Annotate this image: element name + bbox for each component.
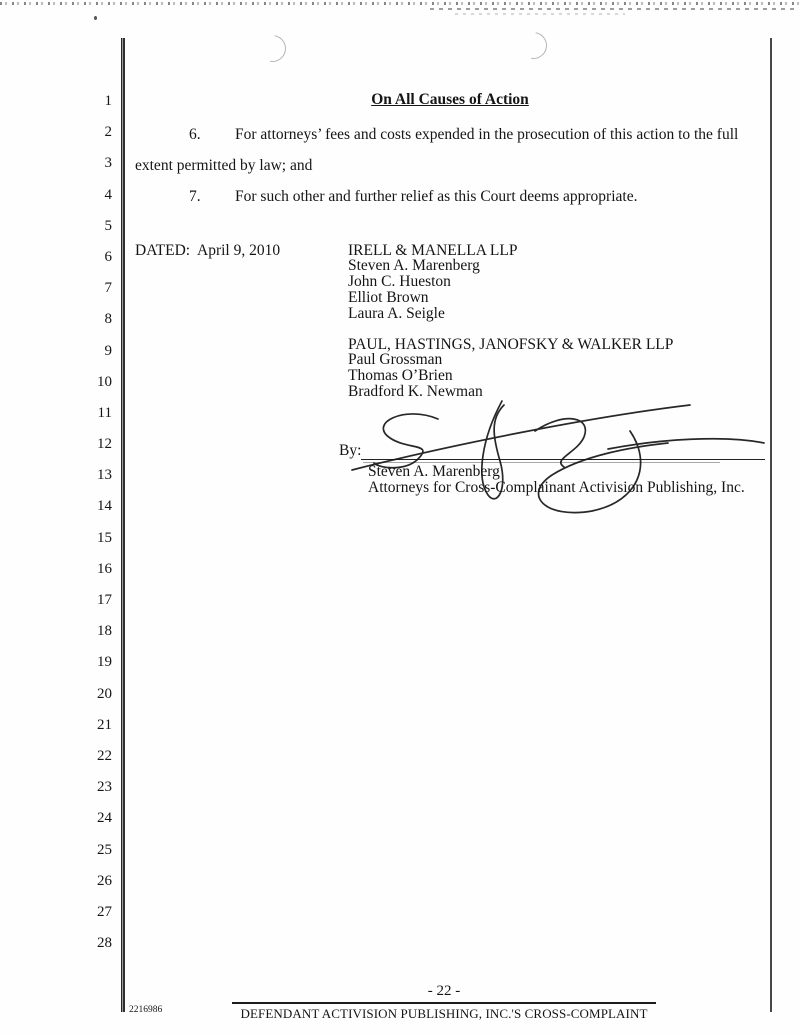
signer-name: Steven A. Marenberg <box>368 463 500 480</box>
line-number: 20 <box>97 685 112 702</box>
line-number: 14 <box>97 498 112 515</box>
paragraph-number: 6. <box>189 126 201 143</box>
attorney-name: Laura A. Seigle <box>348 304 445 322</box>
scan-noise-strip <box>430 8 798 10</box>
line-number: 19 <box>97 654 112 671</box>
line-number: 22 <box>97 747 112 764</box>
line-number: 5 <box>104 217 112 234</box>
firm-name: PAUL, HASTINGS, JANOFSKY & WALKER LLP <box>348 335 674 353</box>
page-number: - 22 - <box>427 983 461 999</box>
paragraph-6-line-1 <box>135 119 765 150</box>
line-number: 1 <box>104 93 112 109</box>
line-number: 10 <box>97 373 112 390</box>
line-number: 28 <box>97 935 112 952</box>
line-number: 8 <box>104 311 112 328</box>
line-number: 6 <box>104 248 112 265</box>
line-number: 11 <box>97 404 112 421</box>
line-number: 16 <box>97 560 112 577</box>
dated-line: DATED: April 9, 2010 <box>135 241 281 259</box>
punch-hole-mark <box>254 30 292 68</box>
signature-scrawl <box>330 393 775 523</box>
page-footer <box>232 982 656 1021</box>
attorney-name: Thomas O’Brien <box>348 367 453 385</box>
line-number: 23 <box>97 779 112 796</box>
dated-signature-block <box>135 243 765 400</box>
line-number: 24 <box>97 810 112 827</box>
line-number: 26 <box>97 872 112 889</box>
section-heading: On All Causes of Action <box>371 91 529 108</box>
scan-speck <box>94 16 97 20</box>
line-number: 12 <box>97 436 112 453</box>
law-firm-block <box>348 243 673 400</box>
attorney-name: Steven A. Marenberg <box>348 257 480 275</box>
line-number: 21 <box>97 716 112 733</box>
paragraph-6 <box>135 119 765 181</box>
punch-hole-mark <box>515 27 553 65</box>
signature-by-label: By: <box>339 442 362 459</box>
attorney-name: Paul Grossman <box>348 351 443 369</box>
paragraph-text: For such other and further relief as this Court deems appropriate. <box>235 188 638 206</box>
paragraph-text: For attorneys’ fees and costs expended in the prosecution of this action to the full <box>235 126 739 143</box>
pleading-left-rule <box>121 38 125 1012</box>
scan-noise-strip <box>0 2 800 5</box>
line-number: 13 <box>97 467 112 484</box>
paragraph-7 <box>135 181 765 212</box>
document-body <box>135 88 765 400</box>
scan-noise-strip <box>455 13 625 15</box>
line-number: 3 <box>104 155 112 172</box>
paragraph-7-line-1 <box>135 181 765 212</box>
line-number: 27 <box>97 903 112 920</box>
line-number: 15 <box>97 529 112 546</box>
line-number: 25 <box>97 841 112 858</box>
firm-name: IRELL & MANELLA LLP <box>348 241 518 259</box>
line-number: 2 <box>104 124 112 141</box>
attorney-name: Elliot Brown <box>348 289 429 306</box>
firm-spacer <box>348 322 673 337</box>
line-number: 4 <box>104 186 112 203</box>
paragraph-6-line-2: extent permitted by law; and <box>135 157 313 175</box>
document-control-number: 2216986 <box>129 1005 163 1015</box>
attorney-name: Bradford K. Newman <box>348 382 483 400</box>
line-number-column <box>70 86 112 959</box>
signer-title: Attorneys for Cross-Complainant Activision Publishing, Inc. <box>368 479 745 496</box>
line-number: 9 <box>104 342 112 359</box>
paragraph-number: 7. <box>189 188 201 206</box>
line-number: 7 <box>104 280 112 297</box>
line-number: 18 <box>97 623 112 640</box>
line-number: 17 <box>97 592 112 608</box>
pleading-right-rule <box>770 38 772 1012</box>
footer-document-title: DEFENDANT ACTIVISION PUBLISHING, INC.'S CROSS-COMPLAINT <box>240 1006 648 1021</box>
attorney-name: John C. Hueston <box>348 273 451 291</box>
